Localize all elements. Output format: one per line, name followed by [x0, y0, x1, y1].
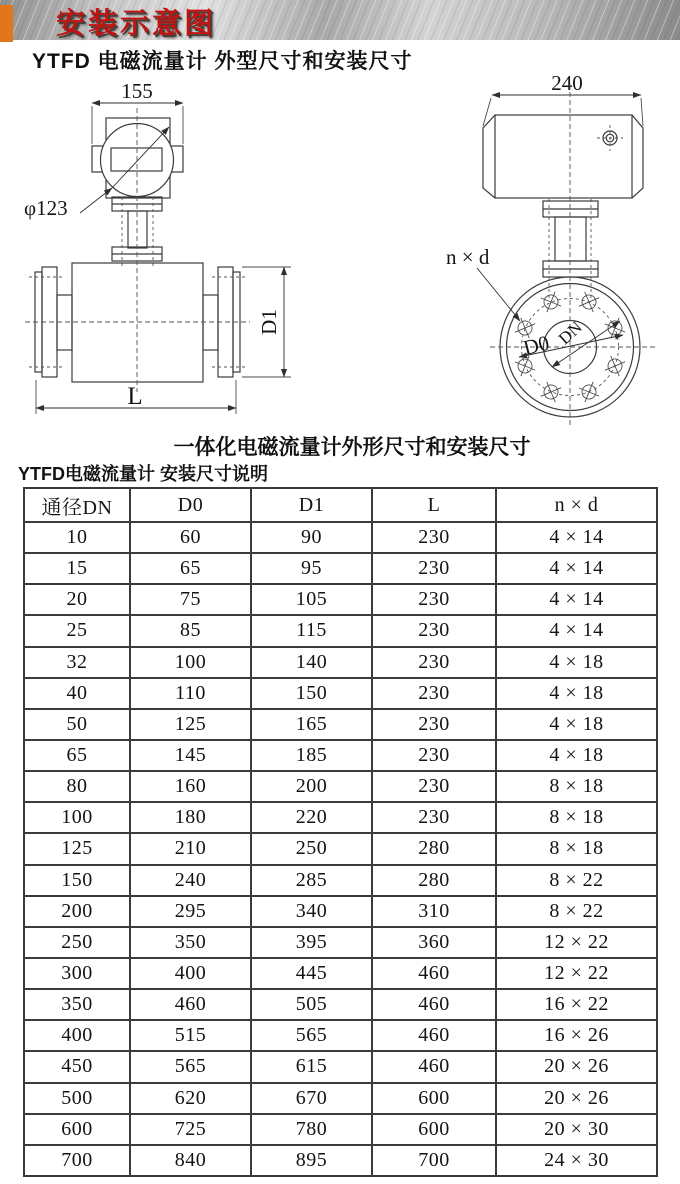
table-cell: 230 — [372, 615, 496, 646]
table-row — [24, 1114, 657, 1145]
table-cell: 780 — [251, 1114, 372, 1145]
table-cell: 85 — [130, 615, 251, 646]
table-cell: 210 — [130, 833, 251, 864]
head-diameter-label: φ123 — [24, 196, 68, 220]
table-row — [24, 553, 657, 584]
table-cell: 165 — [251, 709, 372, 740]
table-header-cell: n × d — [496, 488, 657, 522]
table-row — [24, 1083, 657, 1114]
table-cell: 20 × 26 — [496, 1051, 657, 1082]
table-row — [24, 1020, 657, 1051]
dimension-table — [23, 487, 658, 1177]
table-cell: 725 — [130, 1114, 251, 1145]
table-cell: 230 — [372, 740, 496, 771]
table-cell: 230 — [372, 522, 496, 553]
bolt-circle-label: D0 — [520, 330, 552, 360]
table-cell: 450 — [24, 1051, 130, 1082]
table-cell: 600 — [372, 1114, 496, 1145]
table-cell: 20 × 26 — [496, 1083, 657, 1114]
table-cell: 65 — [130, 553, 251, 584]
table-cell: 16 × 26 — [496, 1020, 657, 1051]
table-cell: 310 — [372, 896, 496, 927]
table-cell: 125 — [24, 833, 130, 864]
table-cell: 40 — [24, 678, 130, 709]
table-row — [24, 678, 657, 709]
technical-drawing — [0, 70, 680, 430]
table-cell: 240 — [130, 865, 251, 896]
table-cell: 20 — [24, 584, 130, 615]
table-cell: 180 — [130, 802, 251, 833]
table-cell: 65 — [24, 740, 130, 771]
table-cell: 460 — [372, 958, 496, 989]
table-cell: 200 — [24, 896, 130, 927]
drawing-caption: 一体化电磁流量计外形尺寸和安装尺寸 — [173, 436, 531, 459]
table-row — [24, 1145, 657, 1176]
table-cell: 4 × 14 — [496, 522, 657, 553]
table-header-row — [24, 488, 657, 522]
meter-body — [72, 263, 203, 382]
table-cell: 295 — [130, 896, 251, 927]
flange-diameter-label: D1 — [257, 309, 281, 335]
front-width-dim-label: 155 — [121, 79, 153, 103]
table-cell: 10 — [24, 522, 130, 553]
table-cell: 670 — [251, 1083, 372, 1114]
table-cell: 12 × 22 — [496, 927, 657, 958]
doc-title: YTFD 电磁流量计 外型尺寸和安装尺寸 — [32, 50, 413, 73]
table-cell: 350 — [24, 989, 130, 1020]
table-cell: 140 — [251, 647, 372, 678]
table-cell: 100 — [130, 647, 251, 678]
table-row — [24, 740, 657, 771]
table-row — [24, 865, 657, 896]
table-cell: 4 × 14 — [496, 553, 657, 584]
table-cell: 230 — [372, 771, 496, 802]
table-cell: 75 — [130, 584, 251, 615]
table-cell: 115 — [251, 615, 372, 646]
table-cell: 230 — [372, 802, 496, 833]
table-cell: 445 — [251, 958, 372, 989]
table-cell: 50 — [24, 709, 130, 740]
table-row — [24, 927, 657, 958]
table-cell: 230 — [372, 584, 496, 615]
table-cell: 100 — [24, 802, 130, 833]
table-row — [24, 1051, 657, 1082]
table-cell: 615 — [251, 1051, 372, 1082]
table-cell: 300 — [24, 958, 130, 989]
table-cell: 185 — [251, 740, 372, 771]
table-cell: 12 × 22 — [496, 958, 657, 989]
table-row — [24, 989, 657, 1020]
table-cell: 285 — [251, 865, 372, 896]
table-row — [24, 958, 657, 989]
table-cell: 565 — [251, 1020, 372, 1051]
table-cell: 8 × 22 — [496, 865, 657, 896]
table-cell: 505 — [251, 989, 372, 1020]
table-cell: 895 — [251, 1145, 372, 1176]
table-cell: 700 — [24, 1145, 130, 1176]
side-width-dim-label: 240 — [551, 71, 583, 95]
table-cell: 230 — [372, 678, 496, 709]
table-cell: 460 — [372, 989, 496, 1020]
side-view — [446, 71, 658, 428]
table-cell: 400 — [130, 958, 251, 989]
table-cell: 400 — [24, 1020, 130, 1051]
table-cell: 80 — [24, 771, 130, 802]
table-cell: 600 — [372, 1083, 496, 1114]
table-cell: 460 — [130, 989, 251, 1020]
table-cell: 620 — [130, 1083, 251, 1114]
table-cell: 15 — [24, 553, 130, 584]
table-cell: 250 — [24, 927, 130, 958]
housing-box — [495, 115, 632, 198]
table-cell: 150 — [24, 865, 130, 896]
bolt-holes-label: n × d — [446, 245, 490, 269]
table-cell: 24 × 30 — [496, 1145, 657, 1176]
table-cell: 500 — [24, 1083, 130, 1114]
table-header-cell: L — [372, 488, 496, 522]
table-cell: 565 — [130, 1051, 251, 1082]
table-cell: 4 × 14 — [496, 615, 657, 646]
table-cell: 250 — [251, 833, 372, 864]
table-cell: 90 — [251, 522, 372, 553]
header-banner — [0, 0, 680, 40]
table-cell: 700 — [372, 1145, 496, 1176]
table-cell: 600 — [24, 1114, 130, 1145]
table-cell: 145 — [130, 740, 251, 771]
length-dim-label: L — [127, 383, 143, 410]
table-cell: 280 — [372, 865, 496, 896]
table-body — [24, 522, 657, 1176]
drawing-svg — [0, 70, 680, 430]
table-title: YTFD电磁流量计 安装尺寸说明 — [18, 464, 268, 484]
table-cell: 460 — [372, 1020, 496, 1051]
table-header-cell: D1 — [251, 488, 372, 522]
table-cell: 110 — [130, 678, 251, 709]
table-row — [24, 709, 657, 740]
table-header-cell: 通径DN — [24, 488, 130, 522]
table-cell: 460 — [372, 1051, 496, 1082]
table-cell: 395 — [251, 927, 372, 958]
table-cell: 340 — [251, 896, 372, 927]
table-cell: 230 — [372, 709, 496, 740]
table-row — [24, 833, 657, 864]
table-cell: 280 — [372, 833, 496, 864]
table-cell: 515 — [130, 1020, 251, 1051]
table-cell: 4 × 18 — [496, 678, 657, 709]
table-cell: 4 × 18 — [496, 709, 657, 740]
table-cell: 230 — [372, 647, 496, 678]
table-cell: 150 — [251, 678, 372, 709]
table-cell: 8 × 18 — [496, 802, 657, 833]
table-header-cell: D0 — [130, 488, 251, 522]
table-cell: 32 — [24, 647, 130, 678]
table-cell: 25 — [24, 615, 130, 646]
table-cell: 125 — [130, 709, 251, 740]
table-cell: 20 × 30 — [496, 1114, 657, 1145]
front-view — [24, 79, 291, 414]
table-cell: 220 — [251, 802, 372, 833]
table-cell: 8 × 18 — [496, 833, 657, 864]
table-cell: 95 — [251, 553, 372, 584]
table-cell: 200 — [251, 771, 372, 802]
table-cell: 8 × 22 — [496, 896, 657, 927]
table-cell: 4 × 18 — [496, 647, 657, 678]
table-cell: 8 × 18 — [496, 771, 657, 802]
table-cell: 4 × 14 — [496, 584, 657, 615]
table-cell: 16 × 22 — [496, 989, 657, 1020]
table-cell: 840 — [130, 1145, 251, 1176]
table-row — [24, 896, 657, 927]
table-cell: 60 — [130, 522, 251, 553]
bore-label: DN — [554, 317, 586, 349]
table-cell: 105 — [251, 584, 372, 615]
table-row — [24, 802, 657, 833]
table-cell: 230 — [372, 553, 496, 584]
table-cell: 350 — [130, 927, 251, 958]
table-cell: 160 — [130, 771, 251, 802]
table-row — [24, 584, 657, 615]
table-row — [24, 522, 657, 553]
table-row — [24, 615, 657, 646]
table-cell: 4 × 18 — [496, 740, 657, 771]
accent-block — [0, 5, 13, 42]
table-row — [24, 647, 657, 678]
table-row — [24, 771, 657, 802]
table-cell: 360 — [372, 927, 496, 958]
banner-title: 安装示意图 — [56, 8, 217, 40]
